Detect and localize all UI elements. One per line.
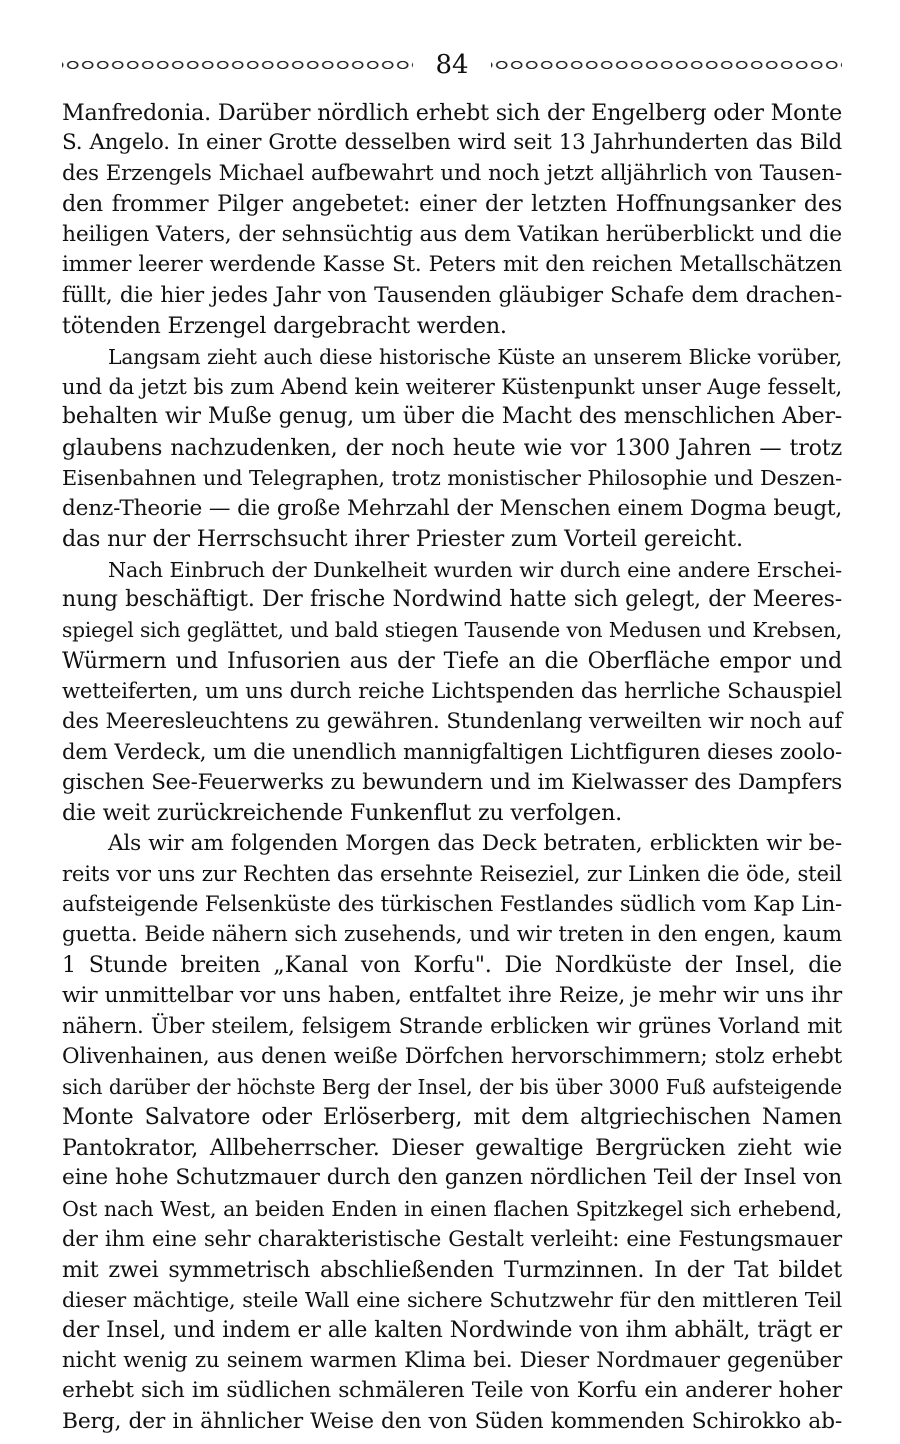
book-page (62, 44, 843, 1434)
text-line: Eisenbahnen und Telegraphen, trotz monistischer Philosophie und Deszen- (62, 466, 842, 491)
text-line: reits vor uns zur Rechten das ersehnte Reiseziel, zur Linken die öde, steil (62, 860, 842, 886)
text-line: Ost nach West, an beiden Enden in einen flachen Spitzkegel sich erhebend, (62, 1196, 842, 1221)
text-line: Monte Salvatore oder Erlöserberg, mit dem altgriechischen Namen (62, 1104, 842, 1131)
text-line: behalten wir Muße genug, um über die Macht des menschlichen Aber- (62, 404, 842, 430)
page-number: 84 (435, 50, 469, 80)
text-line: sich darüber der höchste Berg der Insel, der bis über 3000 Fuß aufsteigende (62, 1075, 842, 1099)
text-line: Würmern und Infusorien aus der Tiefe an die Oberfläche empor und (62, 647, 842, 674)
body-text (62, 98, 842, 1437)
text-line: gischen See-Feuerwerks zu bewundern und im Kielwasser des Dampfers (62, 769, 842, 795)
text-line: dieser mächtige, steile Wall eine sichere Schutzwehr für den mittleren Teil (62, 1288, 842, 1313)
text-line: aufsteigende Felsenküste des türkischen Festlandes südlich vom Kap Lin- (62, 891, 842, 917)
text-line: Olivenhainen, aus denen weiße Dörfchen hervorschimmern; stolz erhebt (62, 1043, 842, 1069)
text-line: S. Angelo. In einer Grotte desselben wird seit 13 Jahrhunderten das Bild (62, 130, 842, 156)
text-line: Als wir am folgenden Morgen das Deck betraten, erblickten wir be- (108, 830, 842, 856)
page-header (62, 44, 842, 86)
text-line: tötenden Erzengel dargebracht werden. (62, 313, 507, 340)
text-line: des Meeresleuchtens zu gewähren. Stundenlang verweilten wir noch auf (62, 708, 842, 734)
text-line: der ihm eine sehr charakteristische Gestalt verleiht: eine Festungsmauer (62, 1226, 842, 1252)
text-line: heiligen Vaters, der sehnsüchtig aus dem Vatikan herüberblickt und die (62, 221, 842, 247)
text-line: und da jetzt bis zum Abend kein weiterer Küstenpunkt unser Auge fesselt, (62, 374, 842, 399)
text-line: die weit zurückreichende Funkenflut zu verfolgen. (62, 800, 623, 827)
text-line: denz-Theorie — die große Mehrzahl der Menschen einem Dogma beugt, (62, 495, 842, 521)
text-line: nung beschäftigt. Der frische Nordwind hatte sich gelegt, der Meeres- (62, 587, 842, 612)
text-line: wetteiferten, um uns durch reiche Lichtspenden das herrliche Schauspiel (62, 678, 842, 704)
text-line: füllt, die hier jedes Jahr von Tausenden gläubiger Schafe dem drachen- (62, 282, 842, 308)
text-line: Pantokrator, Allbeherrscher. Dieser gewaltige Bergrücken zieht wie (62, 1134, 842, 1161)
text-line: den frommer Pilger angebetet: einer der letzten Hoffnungsanker des (62, 191, 842, 218)
text-line: dem Verdeck, um die unendlich mannigfaltigen Lichtfiguren dieses zoolo- (62, 739, 842, 765)
text-line: nähern. Über steilem, felsigem Strande erblicken wir grünes Vorland mit (62, 1013, 842, 1039)
text-line: Nach Einbruch der Dunkelheit wurden wir durch eine andere Erschei- (108, 557, 842, 582)
text-line: Manfredonia. Darüber nördlich erhebt sich der Engelberg oder Monte (62, 100, 843, 126)
text-line: Berg, der in ähnlicher Weise den von Süden kommenden Schirokko ab- (62, 1408, 842, 1434)
text-line: guetta. Beide nähern sich zusehends, und wir treten in den engen, kaum (62, 921, 842, 947)
text-line: der Insel, und indem er alle kalten Nordwinde von ihm abhält, trägt er (62, 1317, 842, 1343)
left-ornament-border (62, 58, 413, 72)
text-line: spiegel sich geglättet, und bald stiegen Tausende von Medusen und Krebsen, (62, 618, 842, 643)
text-line: des Erzengels Michael aufbewahrt und noch jetzt alljährlich von Tausen- (62, 160, 842, 186)
text-line: wir unmittelbar vor uns haben, entfaltet ihre Reize, je mehr wir uns ihr (62, 982, 842, 1008)
text-line: erhebt sich im südlichen schmäleren Teile von Korfu ein anderer hoher (62, 1378, 842, 1404)
text-line: glaubens nachzudenken, der noch heute wie vor 1300 Jahren — trotz (62, 434, 842, 461)
text-line: eine hohe Schutzmauer durch den ganzen nördlichen Teil der Insel von (62, 1165, 842, 1191)
text-line: immer leerer werdende Kasse St. Peters mit den reichen Metallschätzen (62, 252, 842, 278)
text-line: Langsam zieht auch diese historische Küste an unserem Blicke vorüber, (108, 344, 842, 369)
text-line: mit zwei symmetrisch abschließenden Turmzinnen. In der Tat bildet (62, 1256, 842, 1283)
right-ornament-border (491, 58, 842, 72)
text-line: nicht wenig zu seinem warmen Klima bei. Dieser Nordmauer gegenüber (62, 1347, 842, 1373)
text-line: das nur der Herrschsucht ihrer Priester zum Vorteil gereicht. (62, 526, 743, 553)
text-line: 1 Stunde breiten „Kanal von Korfu". Die Nordküste der Insel, die (62, 952, 842, 979)
